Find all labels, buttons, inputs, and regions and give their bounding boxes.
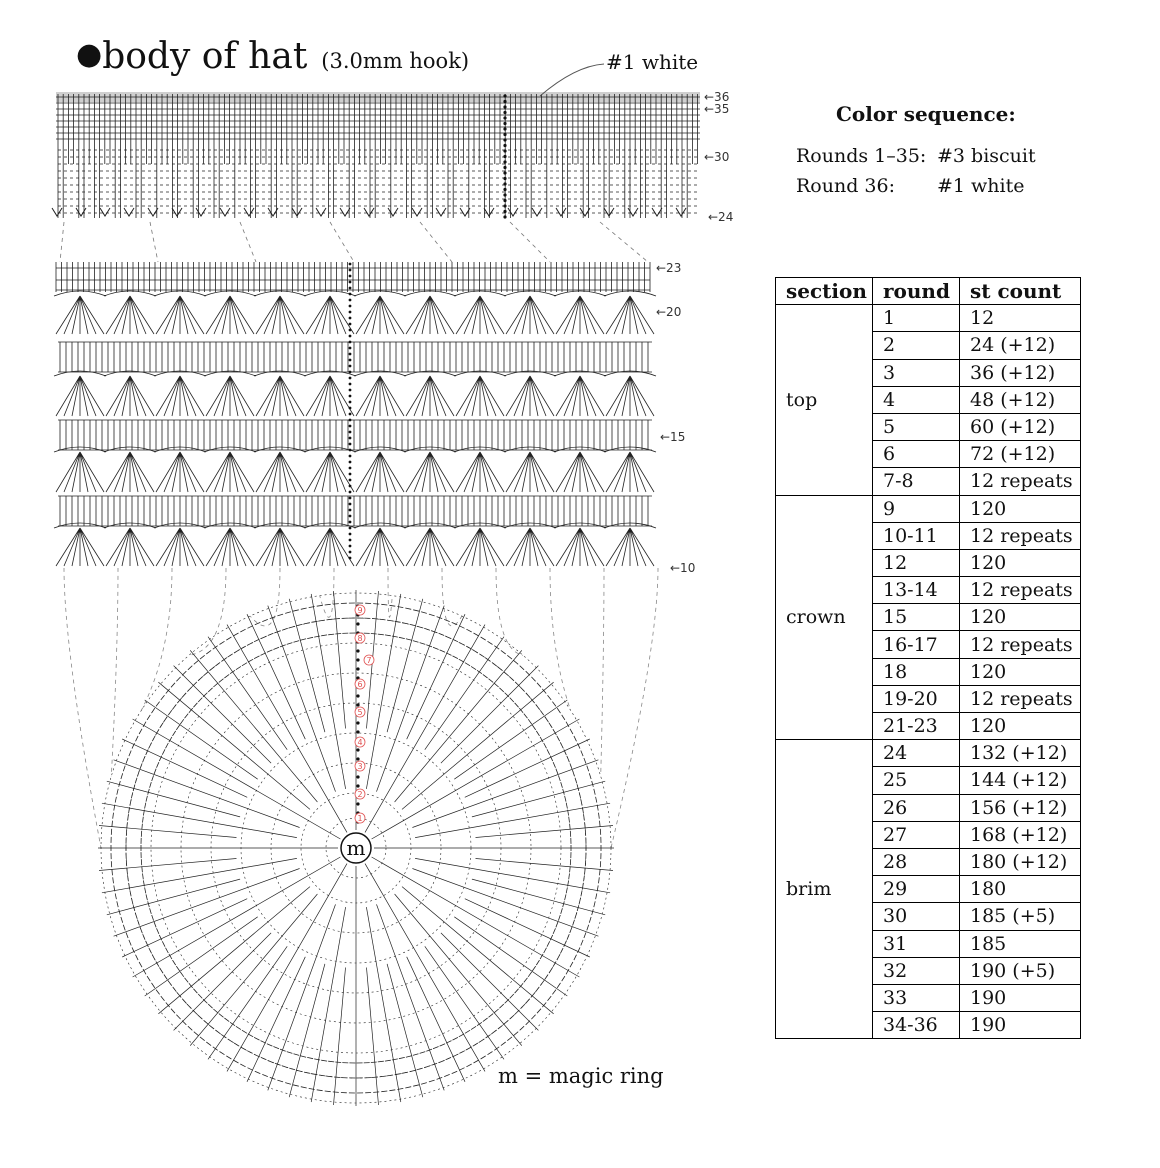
round-start-dot xyxy=(356,775,359,778)
st-count-cell: 60 (+12) xyxy=(960,413,1081,440)
round-start-dot xyxy=(349,413,352,416)
round-start-dot xyxy=(349,401,352,404)
magic-ring-label: m xyxy=(346,836,366,860)
color-sequence-rounds: Rounds 1–35: xyxy=(796,145,927,167)
round-number-text: 9 xyxy=(357,606,363,615)
round-number-text: 6 xyxy=(357,680,363,689)
brim-increases xyxy=(52,208,686,216)
round-start-dot xyxy=(349,473,352,476)
round-cell: 10-11 xyxy=(873,522,960,549)
round-start-dot xyxy=(503,160,506,163)
round-marker-24: ←24 xyxy=(708,210,734,224)
st-count-cell: 12 xyxy=(960,305,1081,332)
round-start-dot xyxy=(503,138,506,141)
st-count-cell: 190 xyxy=(960,984,1081,1011)
round-start-dot xyxy=(349,407,352,410)
round-cell: 28 xyxy=(873,848,960,875)
circle-round-number xyxy=(355,789,365,799)
round-start-dot xyxy=(349,539,352,542)
table-row xyxy=(776,740,1081,767)
round-start-dot xyxy=(503,105,506,108)
shell-row-3 xyxy=(54,447,656,492)
round-number-text: 1 xyxy=(357,814,363,823)
round-start-dot xyxy=(349,269,352,272)
round-start-dot xyxy=(503,215,506,218)
round-cell: 30 xyxy=(873,903,960,930)
round-marker-23: ←23 xyxy=(656,261,682,275)
shell-row-1 xyxy=(54,291,656,334)
round-start-dot xyxy=(349,335,352,338)
round-marker-36: ←36 xyxy=(704,90,730,104)
round-start-dot xyxy=(356,748,359,751)
header-st-count: st count xyxy=(960,278,1081,305)
header-section: section xyxy=(776,278,873,305)
circle-round-number xyxy=(355,679,365,689)
round-number-text: 4 xyxy=(357,738,363,747)
round-start-dot xyxy=(356,649,359,652)
round-cell: 12 xyxy=(873,549,960,576)
round-start-dot xyxy=(349,293,352,296)
round-start-dot xyxy=(349,341,352,344)
round-cell: 1 xyxy=(873,305,960,332)
post-row-2 xyxy=(58,420,652,450)
round-cell: 34-36 xyxy=(873,1012,960,1039)
st-count-cell: 156 (+12) xyxy=(960,794,1081,821)
st-count-cell: 180 xyxy=(960,876,1081,903)
round-start-dot xyxy=(503,177,506,180)
st-count-cell: 12 repeats xyxy=(960,468,1081,495)
round-cell: 6 xyxy=(873,441,960,468)
round-number-text: 5 xyxy=(357,708,363,717)
title-bullet: ● xyxy=(76,37,103,72)
st-count-cell: 48 (+12) xyxy=(960,386,1081,413)
title-text: body of hat xyxy=(102,36,308,77)
header-round: round xyxy=(873,278,960,305)
brim-rows xyxy=(58,150,698,213)
st-count-cell: 132 (+12) xyxy=(960,740,1081,767)
round-marker-15: ←15 xyxy=(660,430,686,444)
round-start-dot xyxy=(349,551,352,554)
round-start-dot xyxy=(349,353,352,356)
round-start-dot xyxy=(349,431,352,434)
round-start-dot xyxy=(349,377,352,380)
section-cell: top xyxy=(776,305,873,495)
st-count-cell: 190 (+5) xyxy=(960,957,1081,984)
st-count-cell: 12 repeats xyxy=(960,522,1081,549)
round-start-dot xyxy=(349,425,352,428)
round-start-dot xyxy=(349,443,352,446)
round-start-dot xyxy=(349,449,352,452)
round-start-dot xyxy=(349,479,352,482)
st-count-cell: 120 xyxy=(960,549,1081,576)
post-row-1 xyxy=(58,342,652,372)
shell-row-2 xyxy=(54,371,656,416)
round-start-dot xyxy=(503,166,506,169)
st-count-cell: 120 xyxy=(960,604,1081,631)
round-start-dot xyxy=(349,383,352,386)
round-start-dot xyxy=(349,503,352,506)
round-start-dot xyxy=(349,509,352,512)
st-count-cell: 144 (+12) xyxy=(960,767,1081,794)
round-start-dot xyxy=(356,703,359,706)
round-start-dot xyxy=(349,395,352,398)
round-cell: 13-14 xyxy=(873,577,960,604)
yarn-leader-line xyxy=(540,64,604,96)
round-start-dot xyxy=(349,317,352,320)
round-start-dot xyxy=(503,210,506,213)
round-cell: 16-17 xyxy=(873,631,960,658)
round-start-dot xyxy=(349,365,352,368)
st-count-cell: 72 (+12) xyxy=(960,441,1081,468)
circle-round-number xyxy=(355,605,365,615)
round-start-dot xyxy=(349,545,352,548)
round-cell: 19-20 xyxy=(873,685,960,712)
color-sequence-row xyxy=(796,175,1025,197)
round-cell: 27 xyxy=(873,821,960,848)
round-start-dot xyxy=(349,389,352,392)
round-start-dot xyxy=(503,199,506,202)
st-count-cell: 24 (+12) xyxy=(960,332,1081,359)
round-cell: 4 xyxy=(873,386,960,413)
round-start-dot xyxy=(349,485,352,488)
round-start-dot xyxy=(349,371,352,374)
st-count-cell: 190 xyxy=(960,1012,1081,1039)
round-start-dot xyxy=(349,455,352,458)
round-start-dot xyxy=(349,329,352,332)
st-count-cell: 120 xyxy=(960,713,1081,740)
round-start-dot xyxy=(356,667,359,670)
round-start-dot xyxy=(503,100,506,103)
round-cell: 3 xyxy=(873,359,960,386)
round-start-dot xyxy=(503,94,506,97)
round-marker-10: ←10 xyxy=(670,561,696,575)
round-start-dot xyxy=(349,299,352,302)
st-count-cell: 120 xyxy=(960,495,1081,522)
round-start-dot xyxy=(349,557,352,560)
round-cell: 24 xyxy=(873,740,960,767)
round-start-dot xyxy=(349,467,352,470)
table-body xyxy=(776,305,1081,1039)
round-start-dot xyxy=(503,188,506,191)
round-number-text: 7 xyxy=(366,656,372,665)
table-row xyxy=(776,495,1081,522)
round-start-dot xyxy=(356,622,359,625)
round-start-dot xyxy=(356,721,359,724)
color-sequence-row xyxy=(796,145,1036,167)
shell-row-4 xyxy=(54,523,656,566)
round-cell: 26 xyxy=(873,794,960,821)
round-start-dot xyxy=(503,111,506,114)
round-start-dot xyxy=(356,784,359,787)
round-start-dot xyxy=(349,359,352,362)
hook-size: (3.0mm hook) xyxy=(321,49,470,73)
round-cell: 7-8 xyxy=(873,468,960,495)
circle-round-number xyxy=(355,707,365,717)
round-start-dot xyxy=(349,287,352,290)
round-start-dot xyxy=(503,127,506,130)
table-row xyxy=(776,305,1081,332)
round-start-dot xyxy=(349,263,352,266)
crown-rounds-21-23 xyxy=(56,262,650,292)
round-start-dot xyxy=(349,533,352,536)
round-start-dot xyxy=(349,419,352,422)
chart-title xyxy=(76,36,469,77)
round-start-dot xyxy=(503,171,506,174)
round-start-dot xyxy=(503,204,506,207)
round-marker-35: ←35 xyxy=(704,102,730,116)
round-start-dot xyxy=(349,497,352,500)
round-start-dot xyxy=(503,116,506,119)
post-row-3 xyxy=(58,496,652,526)
round-cell: 29 xyxy=(873,876,960,903)
circle-round-number xyxy=(355,761,365,771)
circle-round-number xyxy=(364,655,374,665)
round-cell: 18 xyxy=(873,658,960,685)
circle-round-number xyxy=(355,813,365,823)
round-start-dot xyxy=(349,437,352,440)
round-start-dot xyxy=(356,658,359,661)
section-cell: brim xyxy=(776,740,873,1039)
round-start-dot xyxy=(349,515,352,518)
round-cell: 9 xyxy=(873,495,960,522)
round-cell: 25 xyxy=(873,767,960,794)
round-marker-30: ←30 xyxy=(704,150,730,164)
table-header-row xyxy=(776,278,1081,305)
round-start-dot xyxy=(503,193,506,196)
st-count-cell: 185 (+5) xyxy=(960,903,1081,930)
connector-lines xyxy=(60,222,648,262)
round-start-dot xyxy=(503,122,506,125)
st-count-cell: 120 xyxy=(960,658,1081,685)
round-number-text: 8 xyxy=(357,634,363,643)
round-start-dot xyxy=(356,730,359,733)
section-cell: crown xyxy=(776,495,873,740)
round-start-dot xyxy=(503,182,506,185)
round-start-dot xyxy=(503,133,506,136)
round-cell: 32 xyxy=(873,957,960,984)
round-start-dot xyxy=(349,347,352,350)
round-start-dot xyxy=(349,281,352,284)
round-number-text: 2 xyxy=(357,790,363,799)
st-count-cell: 180 (+12) xyxy=(960,848,1081,875)
st-count-cell: 12 repeats xyxy=(960,631,1081,658)
round-start-dot xyxy=(356,694,359,697)
round-start-dot xyxy=(503,155,506,158)
round-start-dot xyxy=(503,144,506,147)
round-start-dot xyxy=(349,461,352,464)
stitch-count-table xyxy=(775,277,1081,1039)
round-cell: 31 xyxy=(873,930,960,957)
st-count-cell: 36 (+12) xyxy=(960,359,1081,386)
round-start-dot xyxy=(349,521,352,524)
round-number-text: 3 xyxy=(357,762,363,771)
round-start-dot xyxy=(349,311,352,314)
round-start-dot xyxy=(356,802,359,805)
round-cell: 21-23 xyxy=(873,713,960,740)
st-count-cell: 12 repeats xyxy=(960,577,1081,604)
round-start-dot xyxy=(349,527,352,530)
st-count-cell: 185 xyxy=(960,930,1081,957)
st-count-cell: 168 (+12) xyxy=(960,821,1081,848)
color-sequence-color: #3 biscuit xyxy=(937,145,1036,167)
round-cell: 15 xyxy=(873,604,960,631)
circle-round-number xyxy=(355,737,365,747)
round-start-dot xyxy=(349,305,352,308)
circle-round-number xyxy=(355,633,365,643)
color-sequence-color: #1 white xyxy=(937,175,1025,197)
magic-ring-legend: m = magic ring xyxy=(498,1064,664,1088)
st-count-cell: 12 repeats xyxy=(960,685,1081,712)
round-marker-20: ←20 xyxy=(656,305,682,319)
round-cell: 33 xyxy=(873,984,960,1011)
round-start-dot xyxy=(349,491,352,494)
round-cell: 2 xyxy=(873,332,960,359)
round-cell: 5 xyxy=(873,413,960,440)
round-start-dot xyxy=(503,149,506,152)
round-start-dot xyxy=(356,757,359,760)
round-start-dot xyxy=(349,275,352,278)
round-start-dot xyxy=(349,323,352,326)
color-sequence-rounds: Round 36: xyxy=(796,175,895,197)
color-sequence-title: Color sequence: xyxy=(836,102,1016,126)
yarn-color-label: #1 white xyxy=(606,50,699,74)
